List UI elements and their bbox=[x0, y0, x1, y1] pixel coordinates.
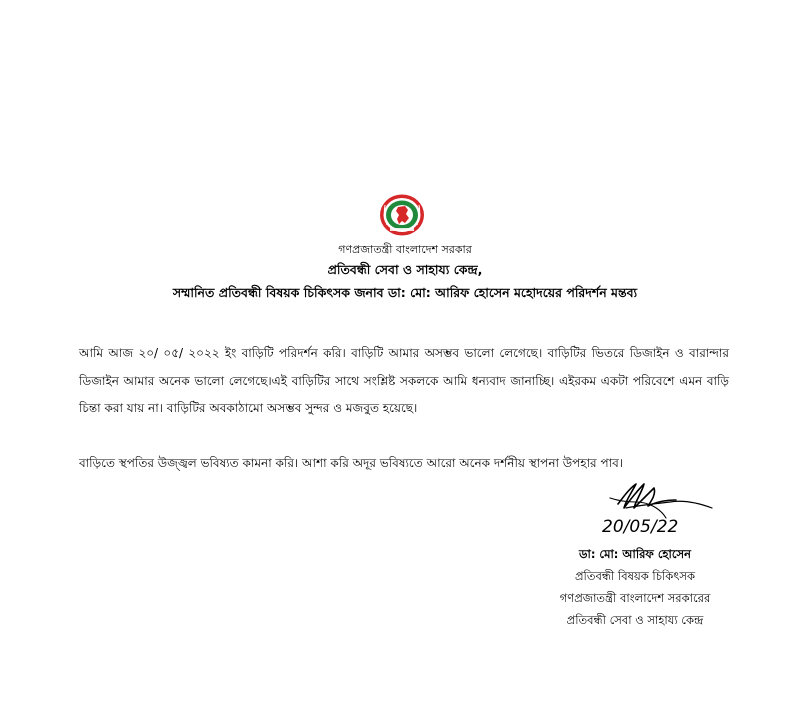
signatory-designation: প্রতিবন্ধী বিষয়ক চিকিৎসক bbox=[574, 569, 696, 583]
signatory-name: ডা: মো: আরিফ হোসেন bbox=[579, 547, 691, 561]
signatory-center: প্রতিবন্ধী সেবা ও সাহায্য কেন্দ্র bbox=[566, 613, 704, 627]
handwritten-signature bbox=[596, 478, 716, 542]
remarks-paragraph-2: বাড়িতে স্থপতির উজ্জ্বল ভবিষ্যত কামনা করি। আশা করি অদূর ভবিষ্যতে আরো অনেক দর্শনীয় স্থাপনা উপহার পাব। bbox=[79, 456, 624, 470]
government-name: গণপ্রজাতন্ত্রী বাংলাদেশ সরকার bbox=[338, 243, 472, 256]
signatory-organization: গণপ্রজাতন্ত্রী বাংলাদেশ সরকারের bbox=[559, 591, 711, 605]
remarks-paragraph-1: আমি আজ ২০/ ০৫/ ২০২২ ইং বাড়িটি পরিদর্শন করি। বাড়িটি আমার অসম্ভব ভালো লেগেছে। বাড়িটির ভিতরে ডিজাইন ও বারান্দার ডিজাইন আমার অনেক ভালো লেগেছে।এই বাড়িটির সাথে সংশ্লিষ্ট সকলকে আমি ধন্যবাদ জানাচ্ছি। এইরকম একটা পরিবেশে এমন বাড়ি চিন্তা করা যায় না। বাড়িটির অবকাঠামো অসম্ভব সুন্দর ও মজবুত হয়েছে। bbox=[79, 346, 729, 415]
visit-remarks-title: সম্মানিত প্রতিবন্ধী বিষয়ক চিকিৎসক জনাব ডা: মো: আরিফ হোসেন মহোদয়ের পরিদর্শন মন্তব্য bbox=[172, 285, 638, 300]
bangladesh-government-seal-icon bbox=[378, 193, 426, 237]
center-name: প্রতিবন্ধী সেবা ও সাহায্য কেন্দ্র, bbox=[327, 262, 483, 277]
signature-block bbox=[535, 543, 735, 631]
signature-date: 20/05/22 bbox=[602, 517, 679, 537]
